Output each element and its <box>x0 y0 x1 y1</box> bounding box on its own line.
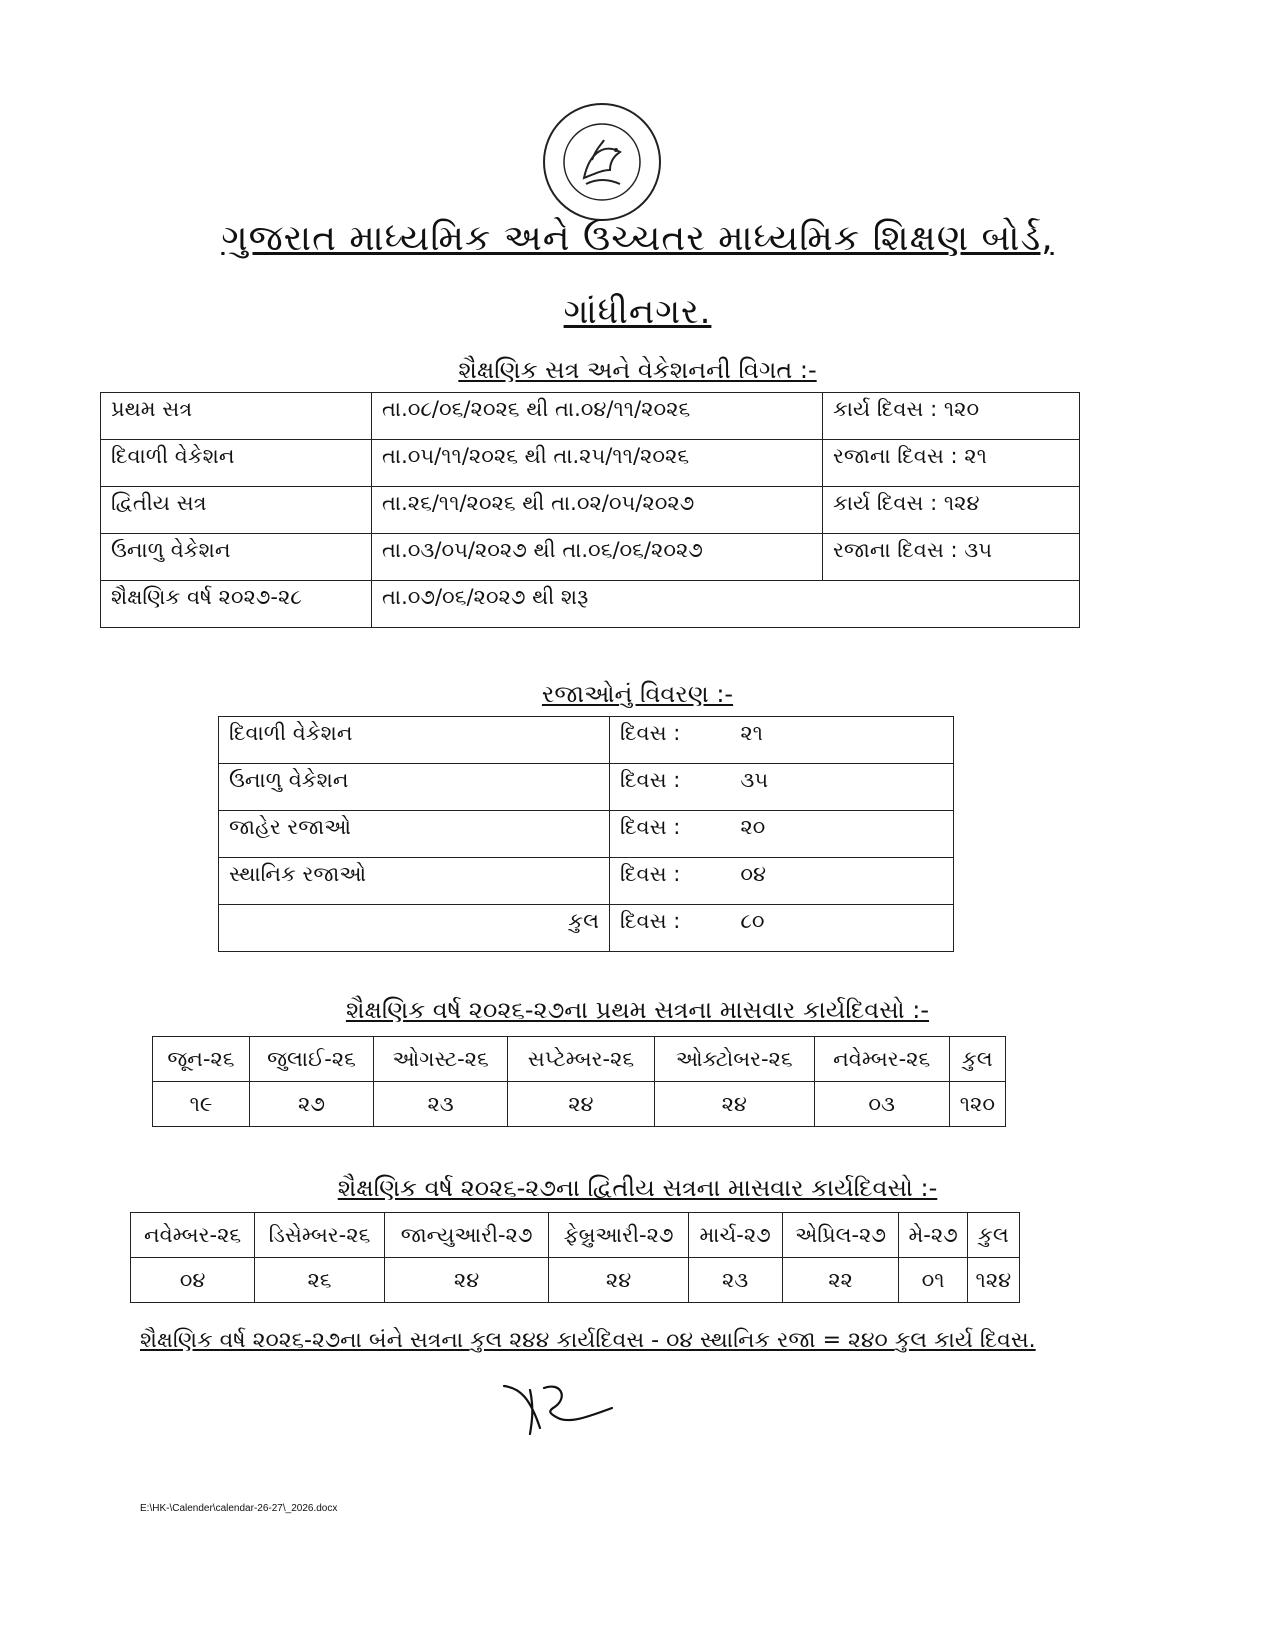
session-dates: તા.૦૭/૦૬/૨૦૨૭ થી શરૂ <box>372 581 1080 628</box>
table-row <box>153 1082 1006 1127</box>
holidays-heading: રજાઓનું વિવરણ :- <box>541 680 734 708</box>
month-value: ૨૨ <box>782 1258 899 1303</box>
session-name: ઉનાળુ વેકેશન <box>101 534 372 581</box>
month-value: ૧૯ <box>153 1082 250 1127</box>
month-value: ૨૪ <box>549 1258 688 1303</box>
month-value: ૨૪ <box>508 1082 655 1127</box>
table-row <box>219 717 954 764</box>
second-term-heading: શૈક્ષણિક વર્ષ ૨૦૨૬-૨૭ના દ્વિતીય સત્રના માસવાર કાર્યદિવસો :- <box>337 1174 938 1202</box>
holiday-days: ૦૪ <box>740 862 767 886</box>
month-header: માર્ચ-૨૭ <box>688 1213 782 1258</box>
holiday-name: ઉનાળુ વેકેશન <box>219 764 610 811</box>
month-value: ૨૬ <box>255 1258 385 1303</box>
table-row <box>101 534 1080 581</box>
file-path: E:\HK-\Calender\calendar-26-27\_2026.docx <box>140 1503 338 1514</box>
session-heading: શૈક્ષણિક સત્ર અને વેકેશનની વિગત :- <box>458 356 817 384</box>
session-table <box>100 392 1080 628</box>
holiday-total-days: ૮૦ <box>740 909 765 933</box>
table-row <box>131 1258 1020 1303</box>
day-label: દિવસ : <box>620 862 681 886</box>
table-row <box>101 393 1080 440</box>
second-term-table <box>130 1212 1020 1303</box>
month-value: ૨૭ <box>249 1082 373 1127</box>
holiday-total-label: કુલ <box>219 905 610 952</box>
month-header: નવેમ્બર-૨૬ <box>814 1037 949 1082</box>
session-days: રજાના દિવસ : ૨૧ <box>823 440 1080 487</box>
total-header: કુલ <box>949 1037 1005 1082</box>
day-label: દિવસ : <box>620 815 681 839</box>
board-title: ગુજરાત માધ્યમિક અને ઉચ્ચતર માધ્યમિક શિક્ષણ બોર્ડ, <box>221 218 1054 259</box>
day-label: દિવસ : <box>620 721 681 745</box>
table-row <box>219 764 954 811</box>
month-value: ૨૪ <box>654 1082 814 1127</box>
month-header: જૂન-૨૬ <box>153 1037 250 1082</box>
month-header: નવેમ્બર-૨૬ <box>131 1213 255 1258</box>
holidays-table <box>218 716 954 952</box>
month-header: મે-૨૭ <box>899 1213 967 1258</box>
month-value: ૨૩ <box>374 1082 508 1127</box>
total-value: ૧૨૦ <box>949 1082 1005 1127</box>
holiday-name: સ્થાનિક રજાઓ <box>219 858 610 905</box>
table-row <box>131 1213 1020 1258</box>
board-city: ગાંધીનગર. <box>563 292 712 332</box>
session-name: પ્રથમ સત્ર <box>101 393 372 440</box>
day-label: દિવસ : <box>620 768 681 792</box>
month-header: સપ્ટેમ્બર-૨૬ <box>508 1037 655 1082</box>
board-seal-logo <box>540 100 664 224</box>
month-value: ૦૩ <box>814 1082 949 1127</box>
month-header: ડિસેમ્બર-૨૬ <box>255 1213 385 1258</box>
total-value: ૧૨૪ <box>967 1258 1019 1303</box>
month-value: ૦૪ <box>131 1258 255 1303</box>
table-row <box>101 581 1080 628</box>
total-header: કુલ <box>967 1213 1019 1258</box>
summary-note: શૈક્ષણિક વર્ષ ૨૦૨૬-૨૭ના બંને સત્રના કુલ ૨૪૪ કાર્યદિવસ - ૦૪ સ્થાનિક રજા = ૨૪૦ કુલ કાર્ય દિવસ. <box>140 1328 1036 1353</box>
table-row <box>219 811 954 858</box>
holiday-days: ૩૫ <box>740 768 769 792</box>
session-dates: તા.૦૫/૧૧/૨૦૨૬ થી તા.૨૫/૧૧/૨૦૨૬ <box>372 440 823 487</box>
month-header: ઓગસ્ટ-૨૬ <box>374 1037 508 1082</box>
holiday-days: ૨૧ <box>740 721 763 745</box>
holiday-days: ૨૦ <box>740 815 766 839</box>
month-header: જાન્યુઆરી-૨૭ <box>384 1213 549 1258</box>
month-header: ઓક્ટોબર-૨૬ <box>654 1037 814 1082</box>
holiday-name: જાહેર રજાઓ <box>219 811 610 858</box>
session-days: કાર્ય દિવસ : ૧૨૦ <box>823 393 1080 440</box>
table-row <box>101 440 1080 487</box>
table-row <box>219 858 954 905</box>
session-dates: તા.૦૮/૦૬/૨૦૨૬ થી તા.૦૪/૧૧/૨૦૨૬ <box>372 393 823 440</box>
month-header: જુલાઈ-૨૬ <box>249 1037 373 1082</box>
month-value: ૨૪ <box>384 1258 549 1303</box>
session-name: દિવાળી વેકેશન <box>101 440 372 487</box>
table-row <box>153 1037 1006 1082</box>
table-row <box>219 905 954 952</box>
holiday-name: દિવાળી વેકેશન <box>219 717 610 764</box>
day-label: દિવસ : <box>620 909 681 933</box>
session-name: દ્વિતીય સત્ર <box>101 487 372 534</box>
month-header: ફેબ્રુઆરી-૨૭ <box>549 1213 688 1258</box>
month-value: ૦૧ <box>899 1258 967 1303</box>
first-term-heading: શૈક્ષણિક વર્ષ ૨૦૨૬-૨૭ના પ્રથમ સત્રના માસવાર કાર્યદિવસો :- <box>345 996 930 1024</box>
session-dates: તા.૦૩/૦૫/૨૦૨૭ થી તા.૦૬/૦૬/૨૦૨૭ <box>372 534 823 581</box>
first-term-table <box>152 1036 1006 1127</box>
session-days: કાર્ય દિવસ : ૧૨૪ <box>823 487 1080 534</box>
month-header: એપ્રિલ-૨૭ <box>782 1213 899 1258</box>
table-row <box>101 487 1080 534</box>
session-days: રજાના દિવસ : ૩૫ <box>823 534 1080 581</box>
signature-mark <box>500 1378 620 1438</box>
session-dates: તા.૨૬/૧૧/૨૦૨૬ થી તા.૦૨/૦૫/૨૦૨૭ <box>372 487 823 534</box>
month-value: ૨૩ <box>688 1258 782 1303</box>
session-name: શૈક્ષણિક વર્ષ ૨૦૨૭-૨૮ <box>101 581 372 628</box>
